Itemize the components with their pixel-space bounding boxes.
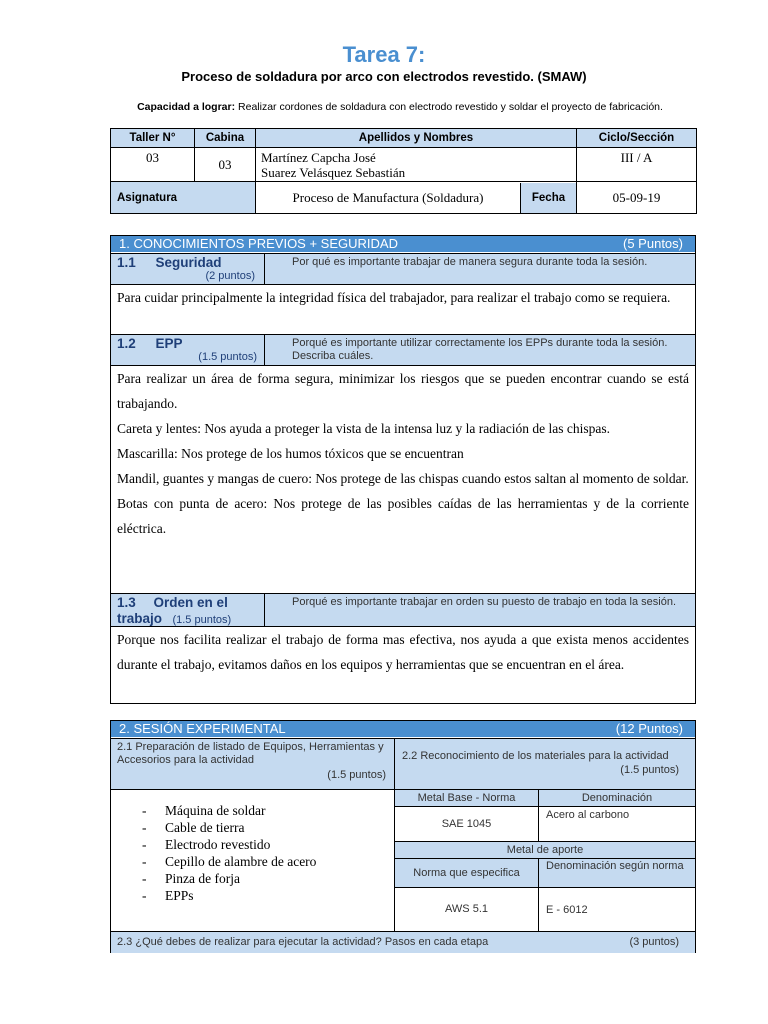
s13-num: 1.3 — [117, 595, 136, 610]
s11-num: 1.1 — [117, 255, 136, 270]
tool-item: - Pinza de forja — [142, 870, 316, 887]
asignatura-label: Asignatura — [111, 182, 256, 214]
s12-points: (1.5 puntos) — [198, 351, 257, 363]
s12-num: 1.2 — [117, 336, 136, 351]
capacidad-text — [120, 101, 680, 114]
section-experimental — [110, 720, 696, 953]
nombre-1: Martínez Capcha José — [261, 150, 376, 165]
s21-points: (1.5 puntos) — [327, 769, 386, 781]
taller-header: Taller N° — [111, 129, 195, 148]
s12-answer-0: Para realizar un área de forma segura, minimizar los riesgos que se pueden encontrar cuando se está trabajando. — [117, 371, 689, 411]
section2-points: (12 Puntos) — [615, 721, 683, 736]
s13-answer: Porque nos facilita realizar el trabajo de forma mas efectiva, nos ayuda a que exista menos accidentes durante el trabajo, evitamos daños en los equipos y herramientas que se encuentran en el área. — [117, 632, 689, 672]
ciclo-value: III / A — [577, 148, 697, 182]
section-conocimientos — [110, 235, 696, 704]
s11-answer: Para cuidar principalmente la integridad física del trabajador, para realizar el trabajo como se requiera. — [117, 290, 671, 305]
denominacion-header: Denominación — [539, 790, 695, 807]
tool-item: - Máquina de soldar — [142, 802, 316, 819]
s12-label-cell — [111, 335, 265, 365]
denominacion-norma-value: E - 6012 — [546, 904, 588, 916]
s21-list-cell — [111, 789, 395, 931]
s12-question: Porqué es importante utilizar correctamente los EPPs durante toda la sesión. Describa cuáles. — [292, 337, 668, 362]
section1-points: (5 Puntos) — [623, 236, 683, 251]
tool-item: - Cable de tierra — [142, 819, 316, 836]
section1-header — [111, 236, 695, 252]
asignatura-cell — [256, 182, 577, 214]
s11-name: Seguridad — [155, 255, 222, 270]
s13-points: (1.5 puntos) — [172, 614, 232, 626]
metal-base-header: Metal Base - Norma — [395, 790, 539, 807]
ciclo-header: Ciclo/Sección — [577, 129, 697, 148]
s12-answer-2: Mascarilla: Nos protege de los humos tóxicos que se encuentran — [117, 446, 464, 461]
capacidad-label: Capacidad a lograr: — [137, 101, 236, 113]
cabina-header: Cabina — [195, 129, 256, 148]
taller-value: 03 — [111, 148, 195, 182]
s11-answer-cell — [111, 284, 695, 335]
tool-item: - Cepillo de alambre de acero — [142, 853, 316, 870]
section2-header — [111, 721, 695, 737]
s12-name: EPP — [155, 336, 183, 351]
s11-label-cell — [111, 254, 265, 284]
s12-answer-cell — [111, 365, 695, 594]
page-subtitle: Proceso de soldadura por arco con electrodos revestido. (SMAW) — [181, 69, 587, 84]
denominacion-value: Acero al carbono — [546, 809, 630, 821]
asignatura-value: Proceso de Manufactura (Soldadura) — [292, 189, 484, 205]
s11-header — [111, 253, 695, 284]
metal-aporte-header: Metal de aporte — [395, 841, 695, 859]
s13-name-line2: trabajo — [117, 611, 163, 626]
s12-answer-1: Careta y lentes: Nos ayuda a proteger la vista de la intensa luz y la radiación de las chispas. — [117, 421, 610, 436]
s22-text: 2.2 Reconocimiento de los materiales para la actividad — [402, 750, 669, 762]
materials-grid — [395, 789, 695, 931]
s13-name-line1: Orden en el — [153, 595, 228, 610]
s13-question: Porqué es importante trabajar en orden su puesto de trabajo en toda la sesión. — [292, 596, 677, 608]
nombre-2: Suarez Velásquez Sebastián — [261, 165, 406, 180]
s22-points: (1.5 puntos) — [620, 764, 679, 776]
s23-text: 2.3 ¿Qué debes de realizar para ejecutar la actividad? Pasos en cada etapa — [117, 936, 489, 948]
section2-title: 2. SESIÓN EXPERIMENTAL — [119, 721, 286, 736]
denominacion-norma-header: Denominación según norma — [546, 860, 684, 872]
s21-header — [111, 738, 395, 789]
s11-question: Por qué es importante trabajar de manera segura durante toda la sesión. — [292, 256, 648, 268]
s12-answer-4: Botas con punta de acero: Nos protege de las posibles caídas de las herramientas y de la corriente eléctrica. — [117, 496, 689, 536]
tool-item: - EPPs — [142, 887, 316, 904]
denominacion-norma-header-cell — [539, 859, 695, 888]
s21-text: 2.1 Preparación de listado de Equipos, Herramientas y Accesorios para la actividad — [117, 741, 384, 766]
s23-row — [111, 931, 695, 953]
s22-header — [395, 738, 695, 789]
fecha-value: 05-09-19 — [577, 182, 697, 214]
s23-points: (3 puntos) — [629, 936, 679, 948]
metal-base-value: SAE 1045 — [395, 807, 539, 841]
s13-header — [111, 593, 695, 626]
capacidad-value: Realizar cordones de soldadura con electrodo revestido y soldar el proyecto de fabricación. — [238, 101, 663, 113]
s12-answer-3: Mandil, guantes y mangas de cuero: Nos protege de las chispas cuando estos saltan al momento de soldar. — [117, 471, 689, 486]
s13-label — [117, 595, 228, 610]
info-table — [110, 128, 697, 214]
fecha-label: Fecha — [520, 183, 576, 213]
cabina-value: 03 — [195, 148, 256, 182]
s11-points: (2 puntos) — [205, 270, 255, 282]
s13-answer-cell — [111, 626, 695, 704]
s11-label — [117, 255, 222, 270]
s13-label-cell — [111, 594, 265, 626]
nombres-header: Apellidos y Nombres — [256, 129, 577, 148]
s12-header — [111, 334, 695, 365]
norma-header: Norma que especifica — [395, 859, 539, 888]
norma-value: AWS 5.1 — [395, 888, 539, 931]
tool-item: - Electrodo revestido — [142, 836, 316, 853]
tools-list — [142, 802, 316, 904]
nombres-value — [256, 148, 577, 182]
page-title: Tarea 7: — [342, 42, 426, 67]
s12-label — [117, 336, 183, 351]
section1-title: 1. CONOCIMIENTOS PREVIOS + SEGURIDAD — [119, 236, 398, 251]
